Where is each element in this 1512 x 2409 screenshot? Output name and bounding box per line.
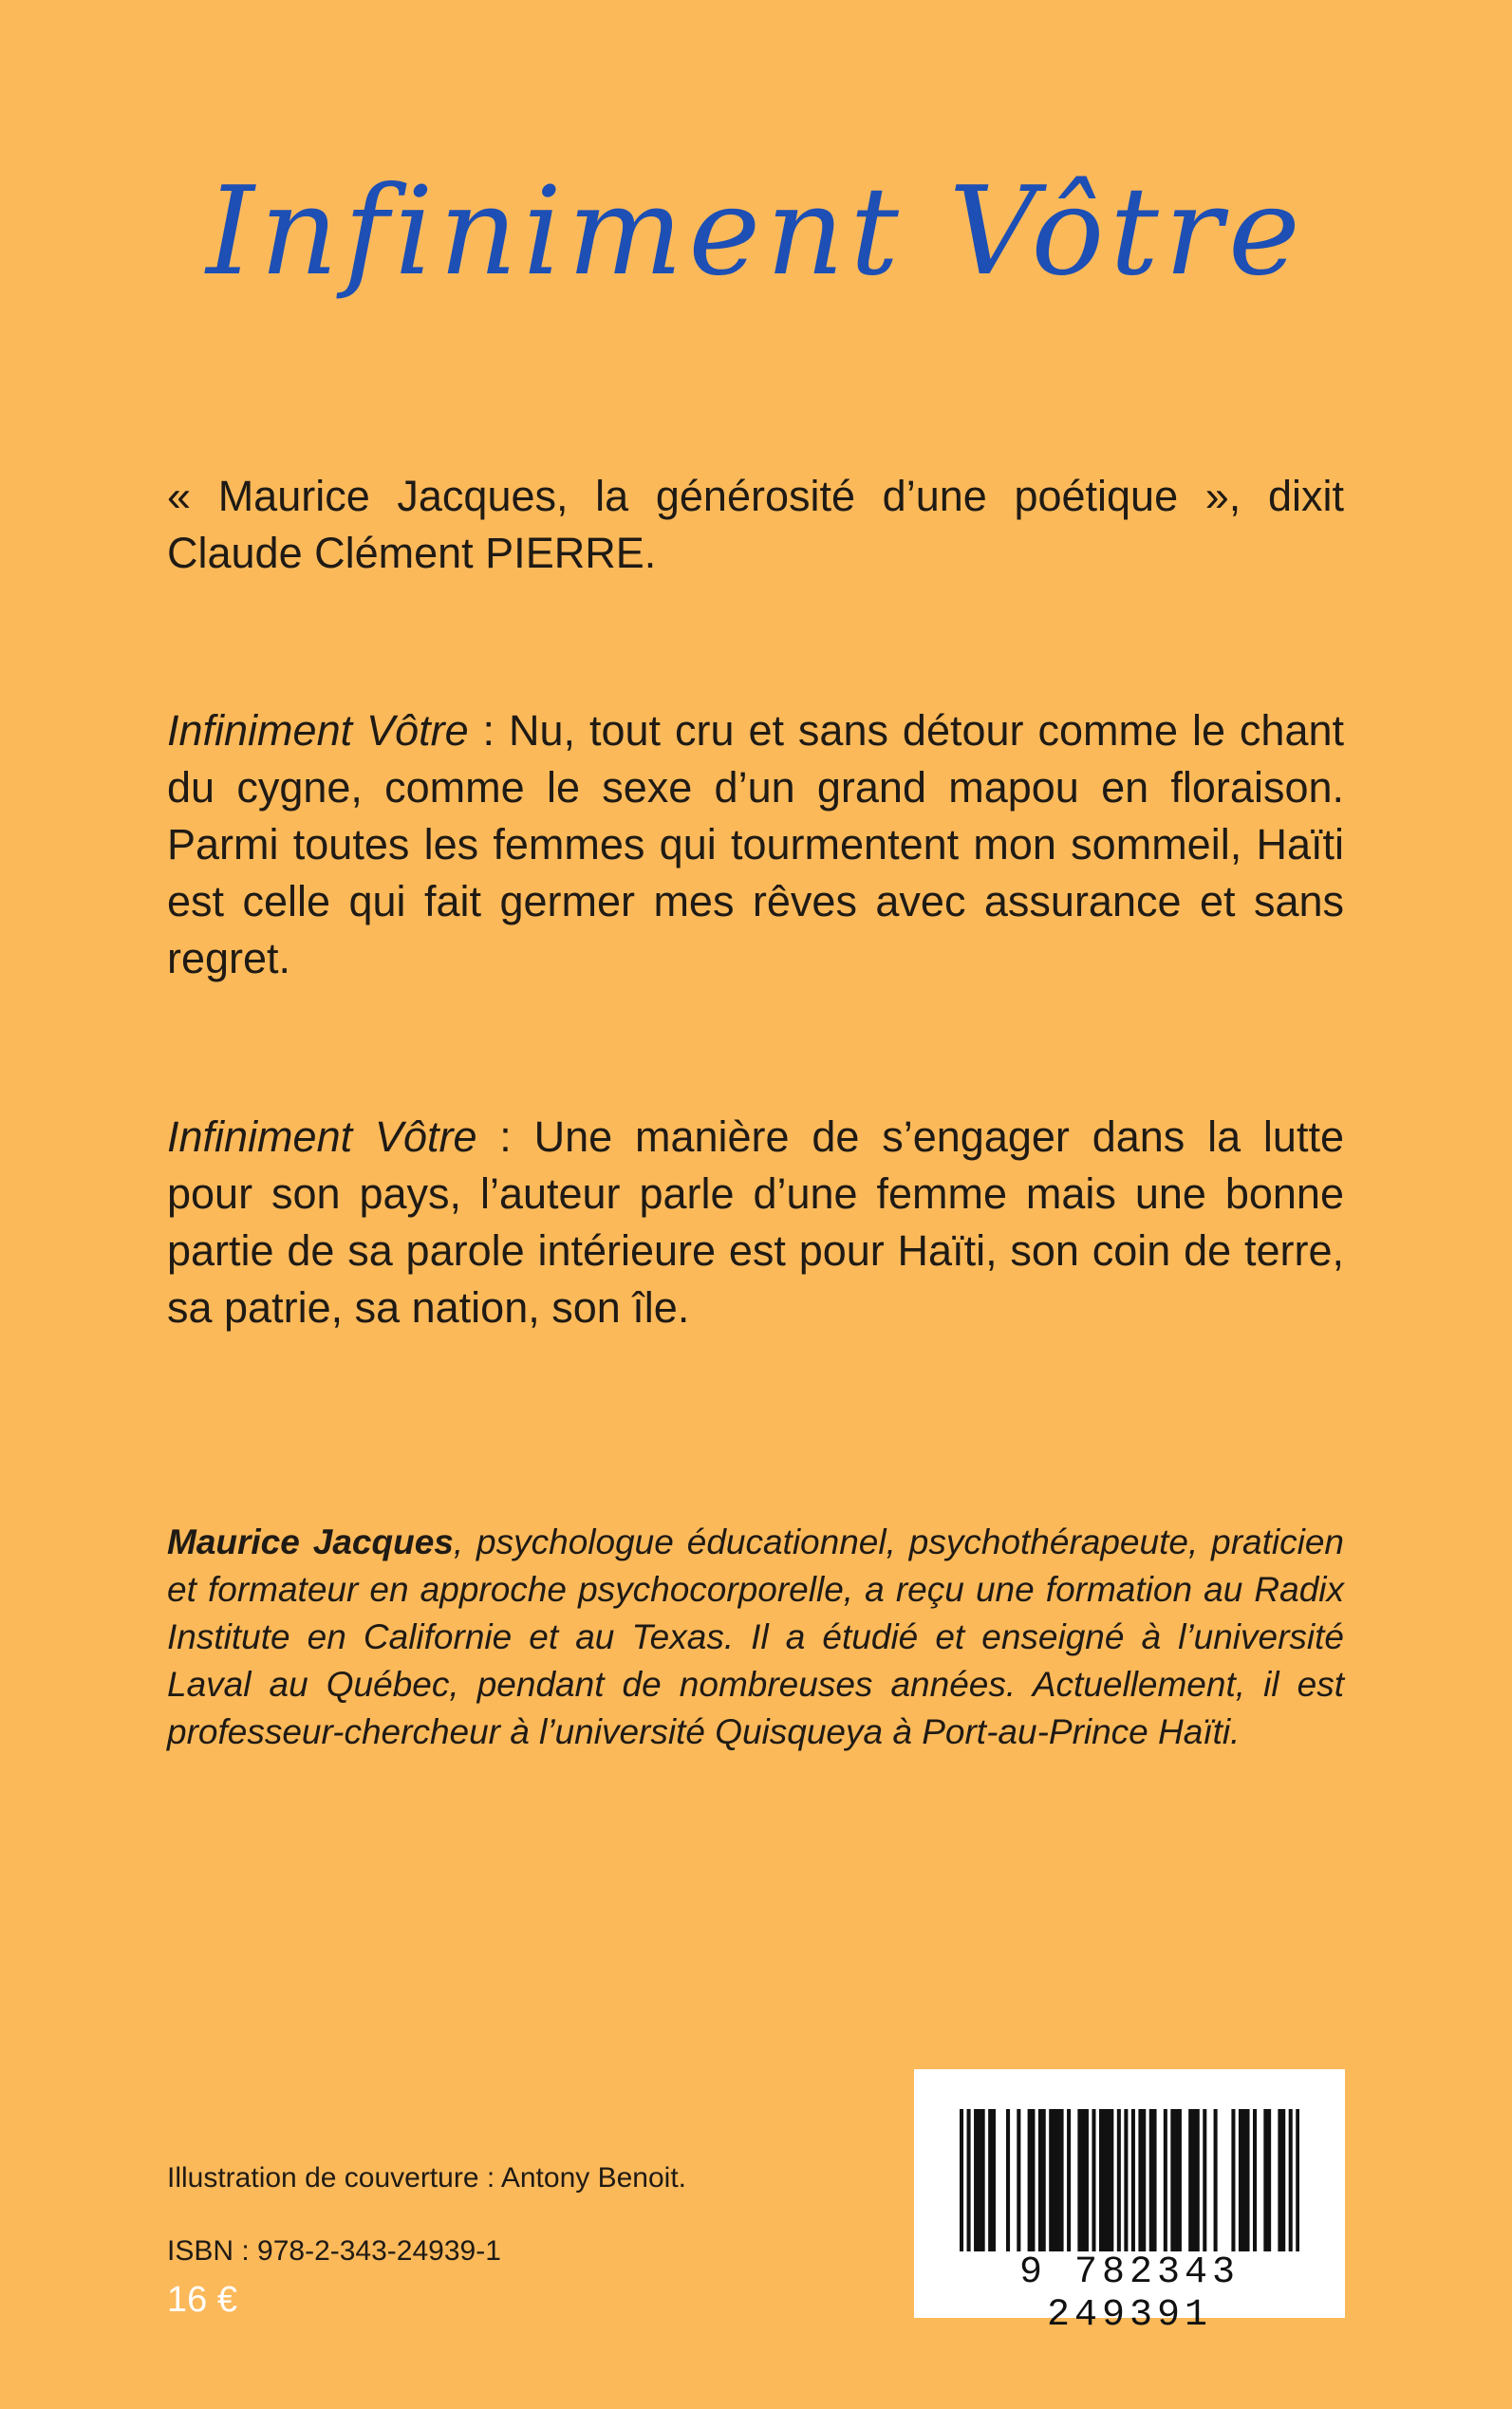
- barcode-bar: [960, 2109, 963, 2251]
- barcode-bar: [1263, 2109, 1267, 2251]
- barcode-bars: [960, 2109, 1299, 2251]
- barcode-bar: [1281, 2109, 1285, 2251]
- barcode-bar: [1296, 2109, 1299, 2251]
- barcode-bar: [978, 2109, 981, 2251]
- quote-text: « Maurice Jacques, la générosité d’une poétique », dixit Claude Clément PIERRE.: [167, 472, 1344, 577]
- barcode-bar: [1188, 2109, 1192, 2251]
- barcode-bar: [1017, 2109, 1020, 2251]
- description-paragraph-1: [167, 702, 1344, 987]
- barcode-bar: [1124, 2109, 1128, 2251]
- author-bio: [167, 1519, 1344, 1756]
- barcode-bar: [1267, 2109, 1271, 2251]
- barcode-bar: [1214, 2109, 1218, 2251]
- barcode-bar: [1239, 2109, 1242, 2251]
- barcode-bar: [1138, 2109, 1142, 2251]
- description-paragraph-2: [167, 1109, 1344, 1336]
- barcode-bar: [1203, 2109, 1206, 2251]
- barcode-bar: [1178, 2109, 1182, 2251]
- barcode-bar: [974, 2109, 978, 2251]
- barcode-bar: [1231, 2109, 1235, 2251]
- barcode-bar: [1170, 2109, 1174, 2251]
- barcode-bar: [1031, 2109, 1035, 2251]
- barcode-bar: [1253, 2109, 1257, 2251]
- barcode-bar: [1060, 2109, 1064, 2251]
- barcode-bar: [1242, 2109, 1246, 2251]
- barcode-bar: [1006, 2109, 1010, 2251]
- barcode-bar: [1092, 2109, 1095, 2251]
- barcode-number: 9 782343 249391: [1018, 2251, 1241, 2337]
- barcode-bar: [1174, 2109, 1178, 2251]
- barcode-bar: [1289, 2109, 1293, 2251]
- barcode-bar: [1164, 2109, 1167, 2251]
- barcode-bar: [1110, 2109, 1113, 2251]
- barcode-bar: [1085, 2109, 1089, 2251]
- author-bio-text: , psychologue éducationnel, psychothérapeute, praticien et formateur en approche psychocorporelle, a reçu une formation au Radix Institute en Californie et au Texas. Il a étudié et enseigné à l’université Laval au Québec, pendant de nombreuses années. Actuellement, il est professeur-chercheur à l’université Quisqueya à Port-au-Prince Haïti.: [167, 1522, 1344, 1751]
- title-reference: Infiniment Vôtre: [167, 1112, 477, 1161]
- barcode-bar: [1042, 2109, 1046, 2251]
- book-title: Infiniment Vôtre: [206, 161, 1306, 303]
- barcode-bar: [992, 2109, 996, 2251]
- barcode-bar: [988, 2109, 992, 2251]
- barcode-bar: [1131, 2109, 1135, 2251]
- barcode-bar: [1099, 2109, 1103, 2251]
- title-reference: Infiniment Vôtre: [167, 706, 469, 755]
- illustration-credit: Illustration de couverture : Antony Benoit.: [167, 2162, 686, 2194]
- barcode-bar: [1056, 2109, 1060, 2251]
- barcode-bar: [1278, 2109, 1281, 2251]
- barcode-bar: [1192, 2109, 1196, 2251]
- barcode-bar: [1038, 2109, 1042, 2251]
- isbn-text: ISBN : 978-2-343-24939-1: [167, 2235, 501, 2267]
- barcode-bar: [1107, 2109, 1111, 2251]
- barcode-bar: [967, 2109, 971, 2251]
- barcode-bar: [1077, 2109, 1081, 2251]
- barcode-bar: [1067, 2109, 1071, 2251]
- quote-paragraph: [167, 468, 1344, 582]
- barcode-bar: [981, 2109, 985, 2251]
- barcode-bar: [1245, 2109, 1249, 2251]
- barcode-bar: [1028, 2109, 1032, 2251]
- barcode-bar: [1081, 2109, 1085, 2251]
- barcode-bar: [1103, 2109, 1107, 2251]
- barcode-bar: [1152, 2109, 1156, 2251]
- barcode-bar: [1196, 2109, 1200, 2251]
- author-name: Maurice Jacques: [167, 1522, 454, 1561]
- barcode-bar: [1117, 2109, 1121, 2251]
- barcode-bar: [1049, 2109, 1053, 2251]
- price-label: 16 €: [167, 2280, 237, 2320]
- description-text-1: : Nu, tout cru et sans détour comme le chant du cygne, comme le sexe d’un grand mapou en floraison. Parmi toutes les femmes qui tourmentent mon sommeil, Haïti est celle qui fait germer mes rêves avec assurance et sans regret.: [167, 706, 1345, 982]
- description-text-2: : Une manière de s’engager dans la lutte pour son pays, l’auteur parle d’une femme mais une bonne partie de sa parole intérieure est pour Haïti, son coin de terre, sa patrie, sa nation, son île.: [167, 1112, 1344, 1332]
- barcode: [914, 2069, 1345, 2337]
- barcode-bar: [1142, 2109, 1146, 2251]
- barcode-bar: [1149, 2109, 1153, 2251]
- barcode-bar: [1053, 2109, 1056, 2251]
